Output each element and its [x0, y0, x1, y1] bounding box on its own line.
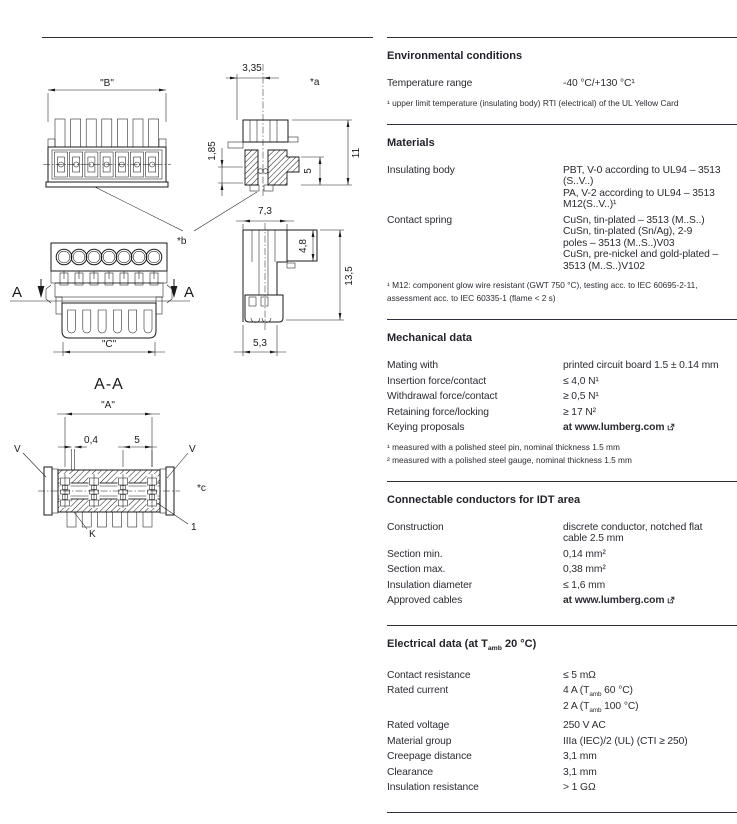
- spec-value: 250 V AC: [563, 720, 606, 732]
- spec-row: [387, 751, 737, 763]
- spec-row: [387, 685, 737, 716]
- spec-value: 0,38 mm²: [563, 564, 606, 575]
- section-title: Connectable conductors for IDT area: [387, 493, 581, 506]
- spec-value: 3,1 mm: [563, 766, 597, 778]
- spec-label: Section min.: [387, 548, 443, 560]
- spec-row: [387, 215, 737, 273]
- label-v-left: V: [14, 444, 21, 455]
- dim-label-3-35: 3,35: [242, 63, 262, 74]
- star-a-label: *a: [310, 77, 320, 88]
- spec-value: ≥ 17 N²: [563, 406, 596, 418]
- spec-row: [387, 376, 737, 388]
- front-view: [43, 78, 257, 247]
- spec-label: Keying proposals: [387, 422, 465, 433]
- spec-row: [387, 407, 737, 419]
- spec-label: Contact spring: [387, 214, 452, 226]
- spec-row: [387, 391, 737, 403]
- spec-value: printed circuit board 1.5 ± 0.14 mm: [563, 360, 719, 371]
- spec-row: [387, 782, 737, 794]
- spec-label: Rated current: [387, 685, 449, 697]
- section-title: Electrical data (at $T_{amb}$ 20 °C): [387, 637, 537, 652]
- section-title: Materials: [387, 136, 435, 149]
- spec-section: [387, 625, 737, 813]
- section-side-view: [207, 63, 362, 198]
- dim-label-0-4: 0,4: [84, 435, 98, 446]
- spec-label: Creepage distance: [387, 751, 472, 763]
- spec-section: [387, 319, 737, 481]
- spec-label: Insulating body: [387, 164, 455, 176]
- section-title: Environmental conditions: [387, 50, 523, 62]
- dim-label-c: "C": [101, 339, 117, 350]
- lumberg-link[interactable]: at www.lumberg.com: [563, 595, 737, 607]
- spec-value: ≥ 0,5 N¹: [563, 391, 599, 402]
- dim-label-1-85: 1,85: [207, 141, 218, 161]
- spec-row: [387, 78, 737, 90]
- dim-label-11: 11: [351, 147, 362, 159]
- spec-section: [387, 481, 737, 625]
- side-view: [234, 206, 355, 356]
- spec-row: [387, 360, 737, 372]
- dim-label-b: "B": [100, 78, 114, 89]
- spec-label: Material group: [387, 735, 452, 747]
- spec-value: PBT, V-0 according to UL94 – 3513 (S..V..) PA, V-2 according to UL94 – 3513 M12(S..V..)¹: [563, 164, 721, 210]
- footnotes: [387, 97, 737, 110]
- dim-label-13-5: 13,5: [344, 266, 355, 286]
- spec-value: 3,1 mm: [563, 751, 597, 763]
- pointer-label-b: *b: [177, 236, 187, 247]
- spec-label: Insulation resistance: [387, 782, 479, 794]
- footnotes: [387, 441, 737, 467]
- spec-value: IIIa (IEC)/2 (UL) (CTI ≥ 250): [563, 735, 688, 747]
- section-view-title: A-A: [94, 376, 124, 393]
- spec-label: Rated voltage: [387, 720, 450, 732]
- spec-row: [387, 720, 737, 732]
- spec-row: [387, 736, 737, 748]
- spec-row: [387, 564, 737, 576]
- dim-label-5: 5: [303, 168, 314, 174]
- spec-row: [387, 165, 737, 211]
- section-aa-view: [14, 400, 206, 540]
- external-link-icon: [667, 423, 675, 431]
- spec-label: Section max.: [387, 564, 446, 575]
- dim-label-7-3: 7,3: [258, 206, 272, 217]
- spec-value: 4 A ($T_{amb}$ 60 °C) 2 A ($T_{amb}$ 100 °C): [563, 685, 639, 714]
- spec-section: [387, 124, 737, 320]
- star-c-label: *c: [197, 483, 206, 494]
- spec-value: 0,14 mm²: [563, 548, 606, 560]
- dim-label-4-8: 4,8: [298, 239, 309, 253]
- footnote: ¹ M12: component glow wire resistant (GWT 750 °C), testing acc. to IEC 60695-2-11, assessment acc. to IEC 60335-1 (flame < 2 s): [387, 280, 698, 303]
- footnotes: [387, 279, 737, 305]
- spec-row: [387, 549, 737, 561]
- spec-label: Temperature range: [387, 78, 473, 89]
- dim-label-a: "A": [101, 400, 115, 411]
- spec-row: [387, 595, 737, 607]
- spec-row: [387, 522, 737, 545]
- spec-value: CuSn, tin-plated – 3513 (M..S..) CuSn, tin-plated (Sn/Ag), 2-9 poles – 3513 (M..S..)V03 CuSn, pre-nickel and gold-plated – 3513 (M..S..)V102: [563, 214, 719, 272]
- spec-value: ≤ 4,0 N¹: [563, 375, 599, 387]
- spec-value: ≤ 5 mΩ: [563, 669, 596, 681]
- dim-label-5-3: 5,3: [253, 338, 267, 349]
- label-1: 1: [191, 522, 197, 533]
- label-v-right: V: [189, 444, 196, 455]
- lumberg-link[interactable]: at www.lumberg.com: [563, 422, 737, 434]
- spec-row: [387, 580, 737, 592]
- spec-value: ≤ 1,6 mm: [563, 579, 606, 591]
- spec-value: -40 °C/+130 °C¹: [563, 78, 635, 89]
- spec-row: [387, 767, 737, 779]
- mating-face-view: [10, 243, 194, 393]
- spec-label: Insertion force/contact: [387, 375, 487, 387]
- spec-row: [387, 670, 737, 682]
- spec-label: Approved cables: [387, 595, 463, 606]
- spec-value: discrete conductor, notched flat cable 2.5 mm: [563, 521, 703, 544]
- spec-label: Withdrawal force/contact: [387, 391, 498, 402]
- spec-label: Contact resistance: [387, 669, 471, 681]
- label-k: K: [89, 529, 96, 540]
- spec-label: Construction: [387, 521, 444, 533]
- spec-value: > 1 GΩ: [563, 782, 596, 794]
- spec-row: [387, 422, 737, 434]
- footnote: ¹ upper limit temperature (insulating body) RTI (electrical) of the UL Yellow Card: [387, 97, 679, 108]
- dim-label-5-pitch: 5: [134, 435, 140, 446]
- spec-section: [387, 37, 737, 124]
- footnote: ¹ measured with a polished steel pin, nominal thickness 1.5 mm: [387, 441, 620, 452]
- spec-label: Insulation diameter: [387, 579, 473, 591]
- cut-label-a-left: A: [12, 284, 23, 301]
- cut-label-a-right: A: [184, 284, 195, 301]
- footnote: ² measured with a polished steel gauge, nominal thickness 1.5 mm: [387, 454, 632, 465]
- section-title: Mechanical data: [387, 332, 472, 344]
- spec-label: Mating with: [387, 360, 438, 371]
- spec-label: Retaining force/locking: [387, 406, 489, 418]
- external-link-icon: [667, 596, 675, 604]
- spec-label: Clearance: [387, 766, 434, 778]
- spec-column: [387, 37, 737, 813]
